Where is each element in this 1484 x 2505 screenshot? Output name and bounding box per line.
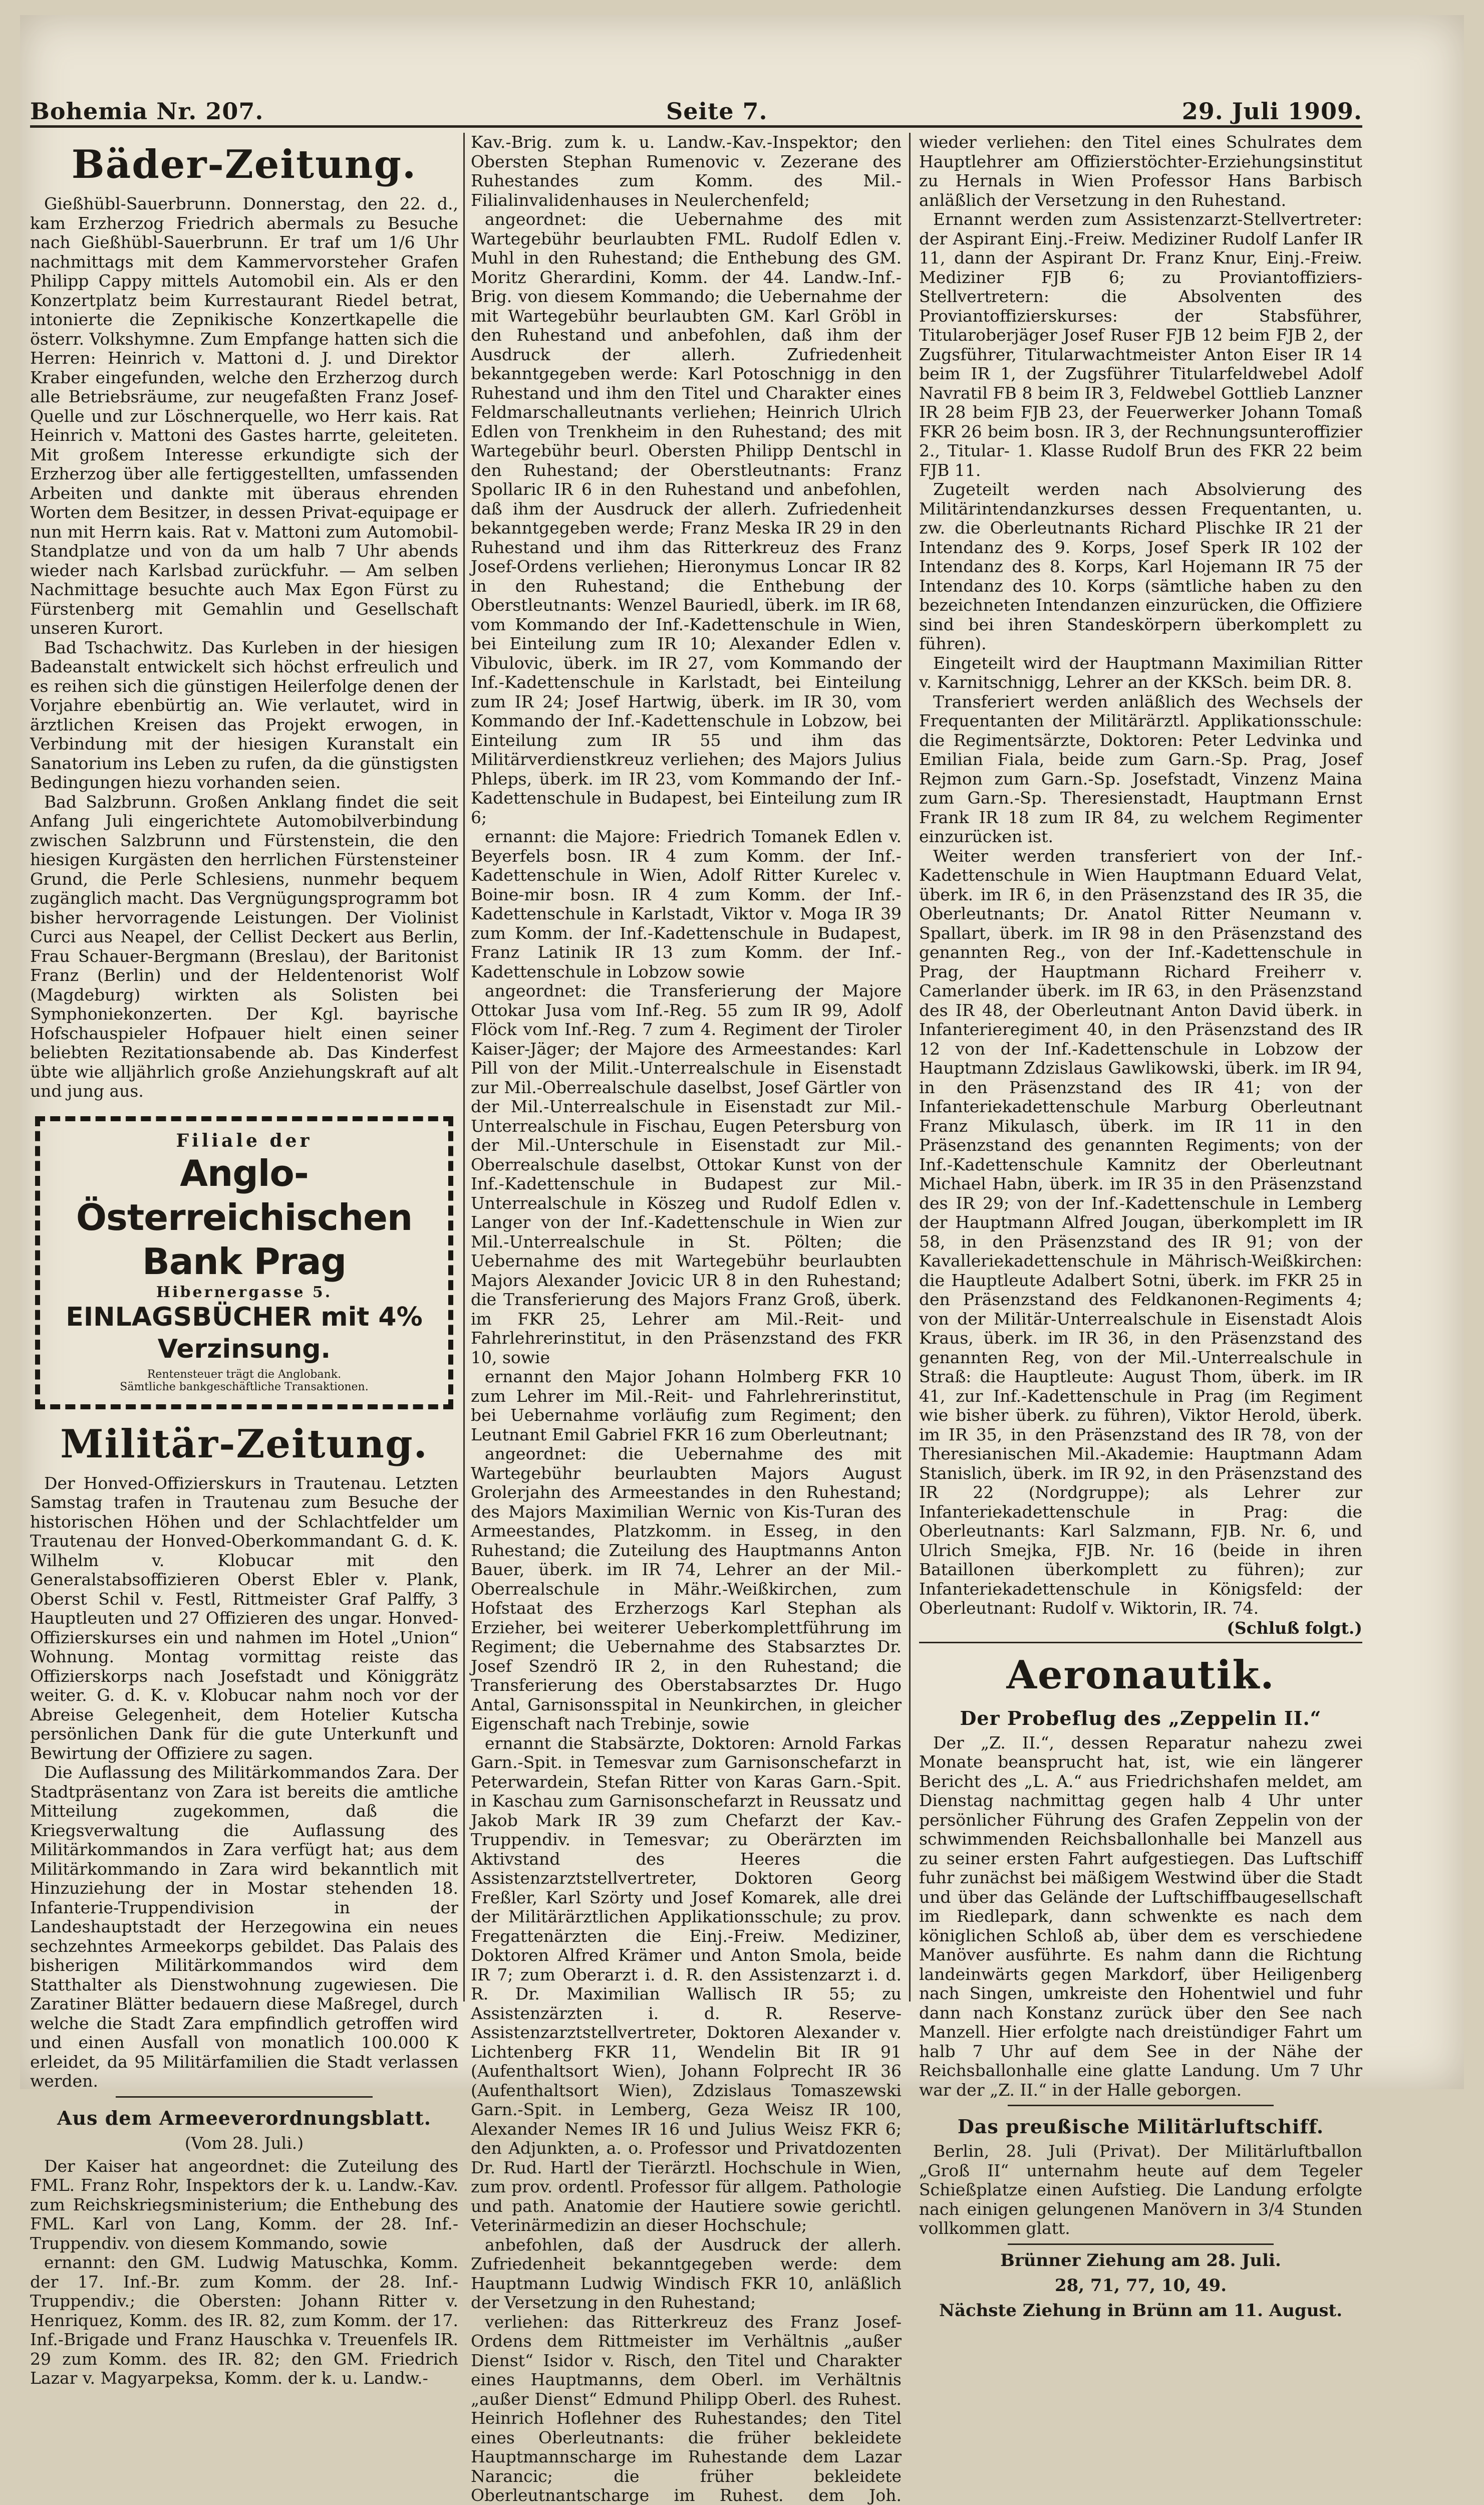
article-giesshuebl: Gießhübl-Sauerbrunn. Donnerstag, den 22. d., kam Erzherzog Friedrich abermals zu Besuche nach Gießhübl-Sauerbrunn. Er traf um 1/6 Uhr nachmittags mit dem Kammervorsteher Grafen Philipp Cappy mittels Automobil ein. Als er den Konzertplatz beim Kurrestaurant Riedel betrat, intonierte die Zepnikische Konzertkapelle die österr. Volkshymne. Zum Empfange hatten sich die Herren: Heinrich v. Mattoni d. J. und Direktor Kraber eingefunden, welche den Erzherzog durch alle Betriebsräume, zur neugefaßten Franz Josef-Quelle und zur Löschnerquelle, wo Herr kais. Rat Heinrich v. Mattoni des Gastes harrte, geleiteten. Mit großem Interesse erkundigte sich der Erzherzog über alle fertiggestellten, umfassenden Arbeiten und dankte mit überaus ehrenden Worten dem Besitzer, in dessen Privat-equipage er nun mit Herrn kais. Rat v. Mattoni zum Automobil-Standplatze und von da um halb 7 Uhr abends wieder nach Karlsbad zurückfuhr. — Am selben Nachmittage besuchte auch Max Egon Fürst zu Fürstenberg mit Gemahlin und Gesellschaft unseren Kurort. (30, 194, 458, 638)
armee-continued-6: angeordnet: die Uebernahme des mit Wartegebühr beurlaubten Majors August Grolerjahn des Armeestandes in den Ruhestand; des Majors Maximilian Wernic von Kis-Turan des Armeestandes, Platzkomm. in Esseg, in den Ruhestand; die Zuteilung des Hauptmanns Anton Bauer, überk. im IR 74, Lehrer an der Mil.-Oberrealschule in Mähr.-Weißkirchen, zum Hofstaat des Erzherzogs Karl Stephan als Erzieher, bei weiterer Ueberkomplettführung im Regiment; die Uebernahme des Stabsarztes Dr. Josef Szendrö IR 2, in den Ruhestand; die Transferierung des Oberstabsarztes Dr. Hugo Antal, Garnisonsspital in Neunkirchen, in gleicher Eigenschaft nach Trebinje, sowie (471, 1444, 902, 1734)
lottery-next-draw: Nächste Ziehung in Brünn am 11. August. (919, 2300, 1362, 2321)
column-1 (30, 133, 458, 2027)
continued-note: (Schluß folgt.) (919, 1618, 1362, 1638)
column-2 (471, 133, 902, 2027)
column-3 (919, 133, 1362, 2027)
header-rule (30, 125, 1362, 128)
zeppelin-article-title: Der Probeflug des „Zeppelin II.“ (919, 1707, 1362, 1729)
bank-advertisement (35, 1116, 453, 1409)
armee-continued-2: angeordnet: die Uebernahme des mit Wartegebühr beurlaubten FML. Rudolf Edlen v. Muhl in den Ruhestand; die Enthebung des GM. Moritz Gherardini, Komm. der 44. Landw.-Inf.-Brig. von diesem Kommando; die Uebernahme der mit Wartegebühr beurlaubten GM. Karl Gröbl in den Ruhestand und anbefohlen, daß ihm der Ausdruck der allerh. Zufriedenheit bekanntgegeben werde: Karl Potoschnigg in den Ruhestand und ihm den Titel und Charakter eines Feldmarschalleutnants verliehen; Heinrich Ulrich Edlen von Trenkheim in den Ruhestand; des mit Wartegebühr beurl. Obersten Philipp Dentschl in den Ruhestand; der Oberstleutnants: Franz Spollaric IR 6 in den Ruhestand und anbefohlen, daß ihm der Ausdruck der allerh. Zufriedenheit bekanntgegeben werde; Franz Meska IR 29 in den Ruhestand und ihm das Ritterkreuz des Franz Josef-Ordens verliehen; Hieronymus Loncar IR 82 in den Ruhestand; die Enthebung der Oberstleutnants: Wenzel Bauriedl, überk. im IR 68, vom Kommando der Inf.-Kadettenschule in Wien, bei Einteilung zum IR 10; Alexander Edlen v. Vibulovic, überk. im IR 27, vom Kommando der Inf.-Kadettenschule in Karlstadt, bei Einteilung zum IR 24; Josef Hartwig, überk. im IR 30, vom Kommando der Inf.-Kadettenschule in Lobzow, bei Einteilung zum IR 55 und ihm das Militärverdienstkreuz verliehen; des Majors Julius Phleps, überk. im IR 23, vom Kommando der Inf.-Kadettenschule in Budapest, bei Einteilung zum IR 6; (471, 210, 902, 827)
column-rule-2 (909, 133, 911, 2001)
column-rule-1 (463, 133, 465, 2001)
militaer-section-title: Militär-Zeitung. (30, 1421, 458, 1467)
armee-continued-8: anbefohlen, daß der Ausdruck der allerh. Zufriedenheit bekanntgegeben werde: dem Hauptmann Ludwig Windisch FKR 10, anläßlich der Versetzung in den Ruhestand; (471, 2235, 902, 2313)
article-militaerluftschiff: Berlin, 28. Juli (Privat). Der Militärluftballon „Groß II“ unternahm heute auf dem Tegeler Schießplatze einen Aufstieg. Die Landung erfolgte nach einigen gelungenen Manövern in 3/4 Stunden vollkommen glatt. (919, 2142, 1362, 2238)
lottery-heading: Brünner Ziehung am 28. Juli. (919, 2250, 1362, 2271)
armee-continued-14: Transferiert werden anläßlich des Wechsels der Frequentanten der Militärärztl. Applikationsschule: die Regimentsärzte, Doktoren: Peter Ledvinka und Emilian Fiala, beide zum Garn.-Sp. Prag, Josef Rejmon zum Garn.-Sp. Josefstadt, Vinzenz Maina zum Garn.-Sp. Theresienstadt, Hauptmann Ernst Frank IR 18 zum IR 84, zu welchem Regimenter einzurücken ist. (919, 692, 1362, 847)
article-zeppelin: Der „Z. II.“, dessen Reparatur nahezu zwei Monate beansprucht hat, ist, wie ein längerer Bericht des „L. A.“ aus Friedrichshafen meldet, am Dienstag nachmittag gegen halb 4 Uhr unter persönlicher Führung des Grafen Zeppelin von der schwimmenden Reichsballonhalle bei Manzell aus zu seiner ersten Fahrt aufgestiegen. Das Luftschiff fuhr zunächst bei mäßigem Westwind über die Stadt und über das Gelände der Luftschiffbaugesellschaft im Riedlepark, dann schwenkte es nach dem königlichen Schloß ab, über dem es verschiedene Manöver ausführte. Es nahm dann die Richtung landeinwärts gegen Markdorf, über Heiligenberg nach Singen, umkreiste den Hohentwiel und fuhr dann nach Konstanz zurück über den See nach Manzell. Hier erfolgte nach dreistündiger Fahrt um halb 7 Uhr auf dem See in der Nähe der Reichsballonhalle eine glatte Landung. Um 7 Uhr war der „Z. II.“ in der Halle geborgen. (919, 1733, 1362, 2100)
article-tschachwitz: Bad Tschachwitz. Das Kurleben in der hiesigen Badeanstalt entwickelt sich höchst erfreulich und es reihen sich die günstigen Heilerfolge denen der Vorjahre ebenbürtig an. Wie verlautet, wird in ärztlichen Kreisen das Projekt erwogen, in Verbindung mit der hiesigen Kuranstalt ein Sanatorium ins Leben zu rufen, da die günstigsten Bedingungen hiezu vorhanden seien. (30, 638, 458, 793)
armee-continued-3: ernannt: die Majore: Friedrich Tomanek Edlen v. Beyerfels bosn. IR 4 zum Komm. der Inf.-Kadettenschule in Wien, Adolf Ritter Kurelec v. Boine-mir bosn. IR 4 zum Komm. der Inf.-Kadettenschule in Karlstadt, Viktor v. Moga IR 39 zum Komm. der Inf.-Kadettenschule in Budapest, Franz Latinik IR 13 zum Komm. der Inf.-Kadettenschule in Lobzow sowie (471, 827, 902, 981)
armee-continued-1: Kav.-Brig. zum k. u. Landw.-Kav.-Inspektor; den Obersten Stephan Rumenovic v. Zezerane des Ruhestandes zum Komm. des Mil.-Filialinvalidenhauses in Neulerchenfeld; (471, 133, 902, 210)
militaerluftschiff-title: Das preußische Militärluftschiff. (919, 2115, 1362, 2138)
armee-continued-9: verliehen: das Ritterkreuz des Franz Josef-Ordens dem Rittmeister im Verhältnis „außer Dienst“ Isidor v. Risch, den Titel und Charakter eines Hauptmanns, dem Oberl. im Verhältnis „außer Dienst“ Edmund Philipp Oberl. des Ruhest. Heinrich Hoflehner des Ruhestandes; den Titel eines Oberleutnants: die früher bekleidete Hauptmannscharge im Ruhestande dem Lazar Narancic; die früher bekleidete Oberleutnantscharge im Ruhest. dem Joh. (471, 2313, 902, 2505)
article-militaerkommando-zara: Die Auflassung des Militärkommandos Zara. Der Stadtpräsentanz von Zara ist bereits die amtliche Mitteilung zugekommen, daß die Kriegsverwaltung die Auflassung des Militärkommandos in Zara verfügt hat; aus dem Militärkommando in Zara wird bekanntlich mit Hinzuziehung der in Mostar stehenden 18. Infanterie-Truppendivision in der Landeshauptstadt der Herzegowina ein neues sechzehntes Armeekorps gebildet. Das Palais des bisherigen Militärkommandos wird dem Statthalter als Dienstwohnung zugewiesen. Die Zaratiner Blätter bedauern diese Maßregel, durch welche die Stadt Zara empfindlich getroffen wird und einen Ausfall von monatlich 100.000 K erleidet, da 95 Militärfamilien die Stadt verlassen werden. (30, 1763, 458, 2091)
divider (1008, 2105, 1274, 2106)
ad-transactions-note: Sämtliche bankgeschäftliche Transaktionen. (45, 1381, 443, 1393)
armeeverordnungsblatt-title: Aus dem Armeeverordnungsblatt. (30, 2107, 458, 2129)
divider (919, 1642, 1362, 1643)
armee-continued-10: wieder verliehen: den Titel eines Schulrates dem Hauptlehrer am Offizierstöchter-Erziehungsinstitut zu Hernals in Wien Professor Hans Barbisch anläßlich der Versetzung in den Ruhestand. (919, 133, 1362, 210)
armee-paragraph-1: Der Kaiser hat angeordnet: die Zuteilung des FML. Franz Rohr, Inspektors der k. u. Landw.-Kav. zum Reichskriegsministerium; die Enthebung des FML. Karl von Lang, Komm. der 28. Inf.-Truppendiv. von diesem Kommando, sowie (30, 2157, 458, 2253)
ad-address: Hibernergasse 5. (45, 1284, 443, 1301)
ad-interest: EINLAGSBÜCHER mit 4% Verzinsung. (45, 1301, 443, 1365)
armee-continued-5: ernannt den Major Johann Holmberg FKR 10 zum Lehrer im Mil.-Reit- und Fahrlehrerinstitut, bei Uebernahme vorläufig zum Regiment; den Leutnant Emil Gabriel FKR 16 zum Oberleutnant; (471, 1367, 902, 1444)
article-honved-kurs: Der Honved-Offizierskurs in Trautenau. Letzten Samstag trafen in Trautenau zum Besuche der historischen Höhen und der Schlachtfelder um Trautenau der Honved-Oberkommandant G. d. K. Wilhelm v. Klobucar mit den Generalstabsoffizieren Oberst Ebler v. Plank, Oberst Schil v. Festl, Rittmeister Graf Palffy, 3 Hauptleuten und 27 Offizieren des ungar. Honved-Offizierskurses ein und nahmen im Hotel „Union“ Wohnung. Montag vormittag reiste das Offizierskorps nach Josefstadt und Königgrätz weiter. G. d. K. v. Klobucar nahm noch vor der Abreise Gelegenheit, dem Hotelier Kutscha persönlichen Dank für die gute Unterkunft und Bewirtung der Offiziere zu sagen. (30, 1474, 458, 1764)
armee-paragraph-2: ernannt: den GM. Ludwig Matuschka, Komm. der 17. Inf.-Br. zum Komm. der 28. Inf.-Truppendiv.; die Obersten: Johann Ritter v. Henriquez, Komm. des IR. 82, zum Komm. der 17. Inf.-Brigade und Franz Hauschka v. Treuenfels IR. 29 zum Komm. des IR. 82; den GM. Friedrich Lazar v. Magyarpeksa, Komm. der k. u. Landw.- (30, 2253, 458, 2388)
article-salzbrunn: Bad Salzbrunn. Großen Anklang findet die seit Anfang Juli eingerichtete Automobilverbindung zwischen Salzbrunn und Fürstenstein, die den hiesigen Kurgästen den herrlichen Fürstensteiner Grund, die Perle Schlesiens, nunmehr bequem zugänglich macht. Das Vergnügungsprogramm bot bisher hervorragende Leistungen. Der Violinist Curci aus Neapel, der Cellist Deckert aus Berlin, Frau Schauer-Bergmann (Breslau), der Baritonist Franz (Berlin) und der Heldentenorist Wolf (Magdeburg) wirkten als Solisten bei Symphoniekonzerten. Der Kgl. bayrische Hofschauspieler Hofpauer hielt einen seiner beliebten Rezitationsabende ab. Das Kinderfest übte wie alljährlich große Anziehungskraft auf alt und jung aus. (30, 793, 458, 1101)
armee-continued-15: Weiter werden transferiert von der Inf.-Kadettenschule in Wien Hauptmann Eduard Velat, überk. im IR 6, in den Präsenzstand des IR 35, die Oberleutnants; Dr. Anatol Ritter Neumann v. Spallart, überk. im IR 98 in den Präsenzstand des genannten Reg., von der Inf.-Kadettenschule in Prag, der Hauptmann Richard Freiherr v. Camerlander überk. im IR 63, in den Präsenzstand des IR 48, der Oberleutnant Anton David überk. in Infanterieregiment 40, in den Präsenzstand des IR 12 von der Inf.-Kadettenschule in Lobzow der Hauptmann Zdzislaus Gawlikowski, überk. im IR 94, in den Präsenzstand des IR 41; von der Infanteriekadettenschule Marburg Oberleutnant Franz Mikulasch, überk. im IR 11 in den Präsenzstand des genannten Regiments; von der Inf.-Kadettenschule Kamnitz der Oberleutnant Michael Habn, überk. im IR 35 in den Präsenzstand des IR 29; von der Inf.-Kadettenschule in Lemberg der Hauptmann Alfred Jougan, überkomplett im IR 58, in den Präsenzstand des IR 91; von der Kavalleriekadettenschule in Mährisch-Weißkirchen: die Hauptleute Adalbert Sotni, überk. im FKR 25 in den Präsenzstand des Feldkanonen-Regiments 4; von der Militär-Unterrealschule in Eisenstadt Alois Kraus, überk. im IR 36, in den Präsenzstand des genannten Reg, von der Mil.-Unterrealschule in Straß: die Hauptleute: August Thom, überk. im IR 41, zur Inf.-Kadettenschule in Prag (im Regiment wie bisher überk. zu führen), Viktor Herold, überk. im IR 35, in den Präsenzstand des IR 78, von der Theresianischen Mil.-Akademie: Hauptmann Adam Stanislich, überk. im IR 92, in den Präsenzstand des IR 22 (Nordgruppe); als Lehrer zur Infanteriekadettenschule in Prag: die Oberleutnants: Karl Salzmann, FJB. Nr. 6, und Ulrich Smejka, FJB. Nr. 16 (beide in ihren Bataillonen überkomplett zu führen); zur Infanteriekadettenschule in Königsfeld: der Oberleutnant: Rudolf v. Wiktorin, IR. 74. (919, 847, 1362, 1618)
ad-line-1: Filiale der (45, 1130, 443, 1151)
armee-continued-12: Zugeteilt werden nach Absolvierung des Militärintendanzkurses dessen Frequentanten, u. zw. die Oberleutnants Richard Plischke IR 21 der Intendanz des 9. Korps, Josef Sperk IR 102 der Intendanz des 8. Korps, Karl Hojemann IR 75 der Intendanz des 10. Korps (sämtliche haben zu den bezeichneten Intendanzen einzurücken, die Offiziere sind bei ihren Standeskörpern überkomplett zu führen). (919, 480, 1362, 654)
armeeverordnungsblatt-date: (Vom 28. Juli.) (30, 2133, 458, 2153)
paper-issue: Bohemia Nr. 207. (30, 98, 263, 125)
armee-continued-4: angeordnet: die Transferierung der Majore Ottokar Jusa vom Inf.-Reg. 55 zum IR 99, Adolf Flöck vom Inf.-Reg. 7 zum 4. Regiment der Tiroler Kaiser-Jäger; der Majore des Armeestandes: Karl Pill von der Milit.-Unterrealschule in Eisenstadt zur Mil.-Oberrealschule daselbst, Josef Gärtler von der Mil.-Unterrealschule in Eisenstadt zur Mil.-Unterrealschule in Fischau, Eugen Petersburg von der Mil.-Unterschule in Eisenstadt zur Mil.-Oberrealschule daselbst, Ottokar Kunst von der Inf.-Kadettenschule in Budapest zur Mil.-Unterrealschule in Köszeg und Rudolf Edlen v. Langer von der Inf.-Kadettenschule in Wien zur Mil.-Unterrealschule in St. Pölten; die Uebernahme des mit Wartegebühr beurlaubten Majors Alexander Jovicic UR 8 in den Ruhestand; die Transferierung des Majors Franz Groß, überk. im FKR 25, Lehrer am Mil.-Reit- und Fahrlehrerinstitut, in den Präsenzstand des FKR 10, sowie (471, 981, 902, 1367)
aeronautik-section-title: Aeronautik. (919, 1652, 1362, 1698)
page-number: Seite 7. (666, 98, 768, 125)
ad-tax-note: Rentensteuer trägt die Anglobank. (45, 1368, 443, 1381)
baeder-section-title: Bäder-Zeitung. (30, 142, 458, 187)
armee-continued-7: ernannt die Stabsärzte, Doktoren: Arnold Farkas Garn.-Spit. in Temesvar zum Garnisonschefarzt in Peterwardein, Stefan Ritter von Karas Garn.-Spit. in Kaschau zum Garnisonschefarzt in Reussatz und Jakob Mark IR 39 zum Chefarzt der Kav.-Truppendiv. in Temesvar; zu Oberärzten im Aktivstand des Heeres die Assistenzarztstellvertreter, Doktoren Georg Freßler, Karl Szörty und Josef Komarek, alle drei der Militärärztlichen Applikationsschule; zu prov. Fregattenärzten die Einj.-Freiw. Mediziner, Doktoren Alfred Krämer und Anton Smola, beide IR 7; zum Oberarzt i. d. R. den Assistenzarzt i. d. R. Dr. Maximilian Wallisch IR 55; zu Assistenzärzten i. d. R. Reserve-Assistenzarztstellvertreter, Doktoren Alexander v. Lichtenberg FKR 11, Wendelin Bit IR 91 (Aufenthaltsort Wien), Johann Folprecht IR 36 (Aufenthaltsort Wien), Zdzislaus Tomaszewski Garn.-Spit. in Lemberg, Geza Weisz IR 100, Alexander Nemes IR 16 und Julius Weisz FKR 6; den Adjunkten, a. o. Professor und Privatdozenten Dr. Rud. Hartl der Tierärztl. Hochschule in Wien, zum prov. ordentl. Professor für allgem. Pathologie und path. Anatomie der Hautiere sowie gerichtl. Veterinärmedizin an dieser Hochschule; (471, 1734, 902, 2235)
lottery-numbers: 28, 71, 77, 10, 49. (919, 2275, 1362, 2296)
issue-date: 29. Juli 1909. (1182, 98, 1362, 125)
divider (116, 2096, 373, 2098)
armee-continued-13: Eingeteilt wird der Hauptmann Maximilian Ritter v. Karnitschnigg, Lehrer an der KKSch. beim DR. 8. (919, 654, 1362, 692)
armee-continued-11: Ernannt werden zum Assistenzarzt-Stellvertreter: der Aspirant Einj.-Freiw. Mediziner Rudolf Lanfer IR 11, dann der Aspirant Dr. Franz Knur, Einj.-Freiw. Mediziner FJB 6; zu Proviantoffiziers-Stellvertretern: die Absolventen des Proviantoffizierskurses: der Stabsführer, Titularoberjäger Josef Ruser FJB 12 beim FJB 2, der Zugsführer, Titularwachtmeister Anton Eiser IR 14 beim IR 1, der Zugsführer Titularfeldwebel Adolf Navratil FB 8 beim IR 3, Feldwebel Gottlieb Lanzner IR 28 beim FJB 23, der Feuerwerker Johann Tomaß FKR 26 beim bosn. IR 3, der Rechnungsunteroffizier 2., Titular- 1. Klasse Rudolf Brun des FKR 22 beim FJB 11. (919, 210, 1362, 480)
divider (1008, 2243, 1274, 2245)
ad-bank-name: Anglo-Österreichischen Bank Prag (45, 1151, 443, 1284)
